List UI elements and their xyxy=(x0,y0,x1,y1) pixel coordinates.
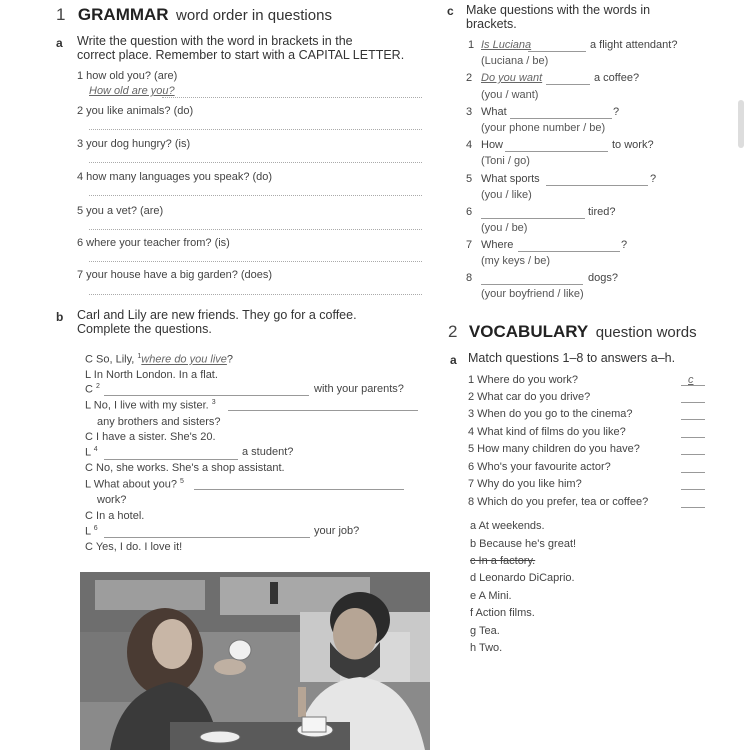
question-item: 4 how many languages you speak? (do) xyxy=(77,171,273,183)
exercise-a-instruction-1: Write the question with the word in brackets in the xyxy=(77,34,353,48)
exercise-c-instruction-2: brackets. xyxy=(466,17,517,31)
match-line[interactable] xyxy=(681,507,705,508)
match-line[interactable] xyxy=(681,489,705,490)
section-subtitle: question words xyxy=(595,324,697,341)
answer-line[interactable] xyxy=(89,294,422,295)
c-item-number: 2 xyxy=(466,72,473,84)
dialogue-line-8: C No, she works. She's a shop assistant. xyxy=(85,462,285,474)
vocab-a-instruction: Match questions 1–8 to answers a–h. xyxy=(468,351,676,365)
section-1-heading xyxy=(56,5,332,25)
c-item-hint: (you / want) xyxy=(481,89,539,101)
vocab-question: 7 Why do you like him? xyxy=(468,478,582,490)
c-item-hint: (Toni / go) xyxy=(481,155,530,167)
exercise-a-instruction-2: correct place. Remember to start with a CAPITAL LETTER. xyxy=(77,48,405,62)
answer-line[interactable] xyxy=(510,118,612,119)
answer-line[interactable] xyxy=(89,129,422,130)
dialogue-line-4: L No, I live with my sister. $^3$ xyxy=(85,399,216,412)
vocab-answer: a At weekends. xyxy=(470,520,545,532)
c-item-hint: (you / be) xyxy=(481,222,528,234)
answer-line[interactable] xyxy=(104,537,310,538)
vocab-question: 8 Which do you prefer, tea or coffee? xyxy=(468,496,649,508)
vocab-answer: b Because he's great! xyxy=(470,538,577,550)
exercise-b-letter: b xyxy=(56,310,64,324)
dialogue-line-9: L What about you? $^5$ xyxy=(85,478,184,491)
c-item-number: 1 xyxy=(468,39,475,51)
match-line[interactable] xyxy=(681,454,705,455)
c-item-number: 4 xyxy=(466,139,473,151)
answer-line[interactable] xyxy=(228,410,418,411)
answer-line[interactable] xyxy=(528,51,586,52)
vocab-answer: f Action films. xyxy=(470,607,535,619)
vocab-answer: g Tea. xyxy=(470,625,500,637)
answer-line[interactable] xyxy=(89,261,422,262)
answer-line[interactable] xyxy=(505,151,608,152)
question-item: 7 your house have a big garden? (does) xyxy=(77,269,273,281)
answer-line[interactable] xyxy=(481,218,585,219)
speaker: C xyxy=(85,383,93,396)
match-answer: c xyxy=(688,374,694,386)
dialogue-line-12: L $^6$ xyxy=(85,525,98,538)
question-item: 3 your dog hungry? (is) xyxy=(77,138,191,150)
vocab-answer-used: c In a factory. xyxy=(470,555,536,567)
speaker: C xyxy=(85,353,93,366)
vocab-question: 1 Where do you work? xyxy=(468,374,579,386)
answer-text: Is Luciana xyxy=(481,39,532,51)
answer-line[interactable] xyxy=(518,251,620,252)
match-line[interactable] xyxy=(681,472,705,473)
vocab-answer: h Two. xyxy=(470,642,503,654)
c-item-hint: (your phone number / be) xyxy=(481,122,606,134)
match-line[interactable] xyxy=(681,419,705,420)
speaker: L xyxy=(85,525,91,538)
scroll-indicator[interactable] xyxy=(738,100,744,148)
answer-text: How old are you? xyxy=(89,85,175,97)
exercise-a-letter: a xyxy=(56,36,63,50)
speaker: C xyxy=(85,510,93,522)
answer-text: where do you live xyxy=(141,353,227,366)
c-item-number: 5 xyxy=(466,173,473,185)
vocab-question: 3 When do you go to the cinema? xyxy=(468,408,633,420)
cafe-photo-illustration xyxy=(80,572,430,750)
question-item: 1 how old you? (are) xyxy=(77,70,178,82)
exercise-c-instruction-1: Make questions with the words in xyxy=(466,3,651,17)
c-item-hint: (your boyfriend / like) xyxy=(481,288,584,300)
speaker: C xyxy=(85,462,93,474)
vocab-question: 4 What kind of films do you like? xyxy=(468,426,626,438)
exercise-c-letter: c xyxy=(447,4,454,18)
match-line[interactable] xyxy=(681,385,705,386)
answer-line[interactable] xyxy=(104,395,309,396)
question-item: 6 where your teacher from? (is) xyxy=(77,237,230,249)
match-line[interactable] xyxy=(681,402,705,403)
exercise-b-instruction-2: Complete the questions. xyxy=(77,322,212,336)
cafe-photo xyxy=(80,572,430,750)
match-line[interactable] xyxy=(681,437,705,438)
answer-line[interactable] xyxy=(162,97,422,98)
dialogue-line-11: C In a hotel. xyxy=(85,510,145,522)
speaker: L xyxy=(85,369,91,381)
speaker: L xyxy=(85,478,91,491)
dialogue-line-10: work? xyxy=(97,494,127,506)
dialogue-line-5: any brothers and sisters? xyxy=(97,416,221,428)
dialogue-line-13: C Yes, I do. I love it! xyxy=(85,541,183,553)
answer-text: Do you want xyxy=(481,72,543,84)
answer-line[interactable] xyxy=(546,185,648,186)
dialogue-line-6: C I have a sister. She's 20. xyxy=(85,431,216,443)
answer-line[interactable] xyxy=(89,162,422,163)
vocab-a-letter: a xyxy=(450,353,457,367)
vocab-question: 6 Who's your favourite actor? xyxy=(468,461,611,473)
answer-line[interactable] xyxy=(89,229,422,230)
section-subtitle: word order in questions xyxy=(176,7,332,24)
speaker: C xyxy=(85,431,93,443)
c-item-hint: (you / like) xyxy=(481,189,532,201)
section-2-heading xyxy=(448,322,697,342)
question-item: 2 you like animals? (do) xyxy=(77,105,194,117)
c-item-number: 8 xyxy=(466,272,473,284)
section-number: 2 xyxy=(448,322,458,341)
question-item: 5 you a vet? (are) xyxy=(77,205,164,217)
dialogue-line-2: L In North London. In a flat. xyxy=(85,369,218,381)
speaker: L xyxy=(85,399,91,412)
answer-line[interactable] xyxy=(194,489,404,490)
answer-line[interactable] xyxy=(89,195,422,196)
section-title: GRAMMAR xyxy=(77,5,169,24)
speaker: C xyxy=(85,541,93,553)
section-title: VOCABULARY xyxy=(468,322,589,341)
c-item-number: 7 xyxy=(466,239,473,251)
vocab-question: 2 What car do you drive? xyxy=(468,391,591,403)
exercise-b-instruction-1: Carl and Lily are new friends. They go for a coffee. xyxy=(77,308,357,322)
answer-line[interactable] xyxy=(481,284,583,285)
vocab-answer: e A Mini. xyxy=(470,590,512,602)
answer-line[interactable] xyxy=(104,459,238,460)
c-item-number: 6 xyxy=(466,206,473,218)
answer-line[interactable] xyxy=(546,84,590,85)
speaker: L xyxy=(85,446,91,459)
c-item-hint: (Luciana / be) xyxy=(481,55,549,67)
dialogue-line-1: C So, Lily, $^1$where do you live? xyxy=(85,353,234,366)
c-item-hint: (my keys / be) xyxy=(481,255,551,267)
dialogue-line-7: L $^4$ xyxy=(85,446,98,459)
section-number: 1 xyxy=(56,5,66,24)
dialogue-line-3: C $^2$ xyxy=(85,383,100,396)
vocab-answer: d Leonardo DiCaprio. xyxy=(470,572,575,584)
vocab-question: 5 How many children do you have? xyxy=(468,443,640,455)
c-item-number: 3 xyxy=(466,106,473,118)
